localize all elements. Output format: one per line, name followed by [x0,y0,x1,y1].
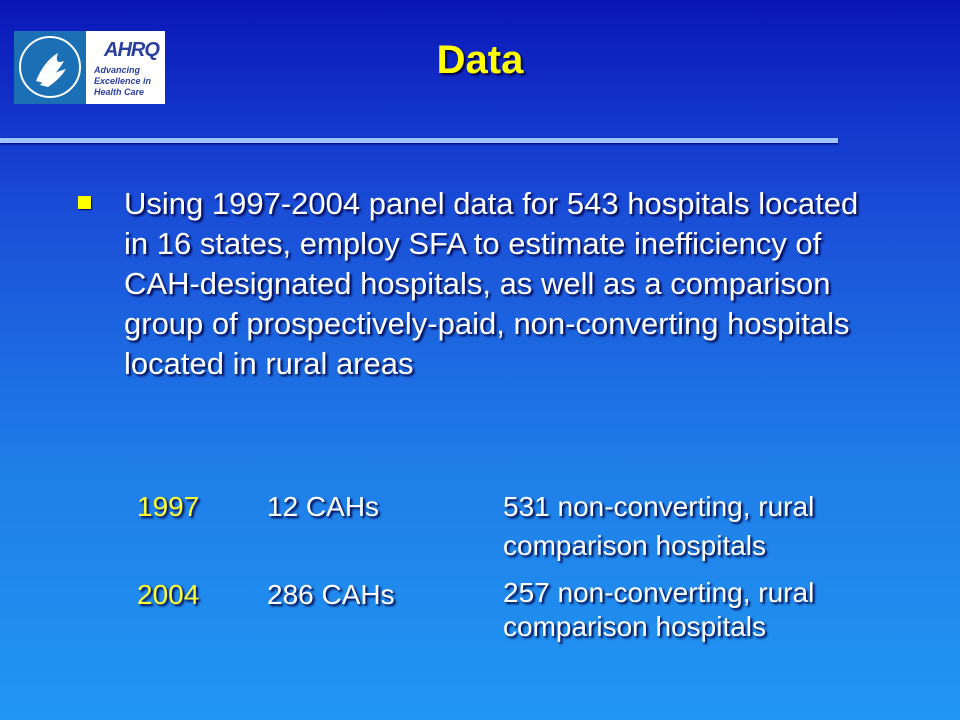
ahrq-tagline-line: Advancing [94,65,141,75]
comparison-cell [503,488,893,566]
comparison-line: 257 non-converting, rural [503,577,815,608]
hospital-count-table [137,488,897,656]
comparison-line: comparison hospitals [503,611,767,642]
cah-count-cell: 286 CAHs [267,579,395,610]
title-divider [0,138,838,143]
comparison-line: 531 non-converting, rural [503,491,815,522]
cah-count-cell: 12 CAHs [267,491,380,522]
table-row [137,576,897,656]
bullet-item [78,184,888,384]
square-bullet-icon [78,196,91,209]
bullet-text: Using 1997-2004 panel data for 543 hospitals located in 16 states, employ SFA to estimate inefficiency of CAH-designated hospitals, as well as a comparison group of prospectively-paid, non-converting hospitals located in rural areas [124,186,859,381]
year-cell: 1997 [137,491,200,522]
comparison-line: comparison hospitals [503,530,767,561]
year-cell: 2004 [137,579,200,610]
ahrq-tagline-line: Excellence in [94,76,152,86]
ahrq-logo-text: AHRQ [104,39,159,61]
comparison-cell [503,576,893,644]
slide-title: Data [436,38,524,82]
ahrq-tagline-line: Health Care [94,87,145,97]
table-row [137,488,897,576]
